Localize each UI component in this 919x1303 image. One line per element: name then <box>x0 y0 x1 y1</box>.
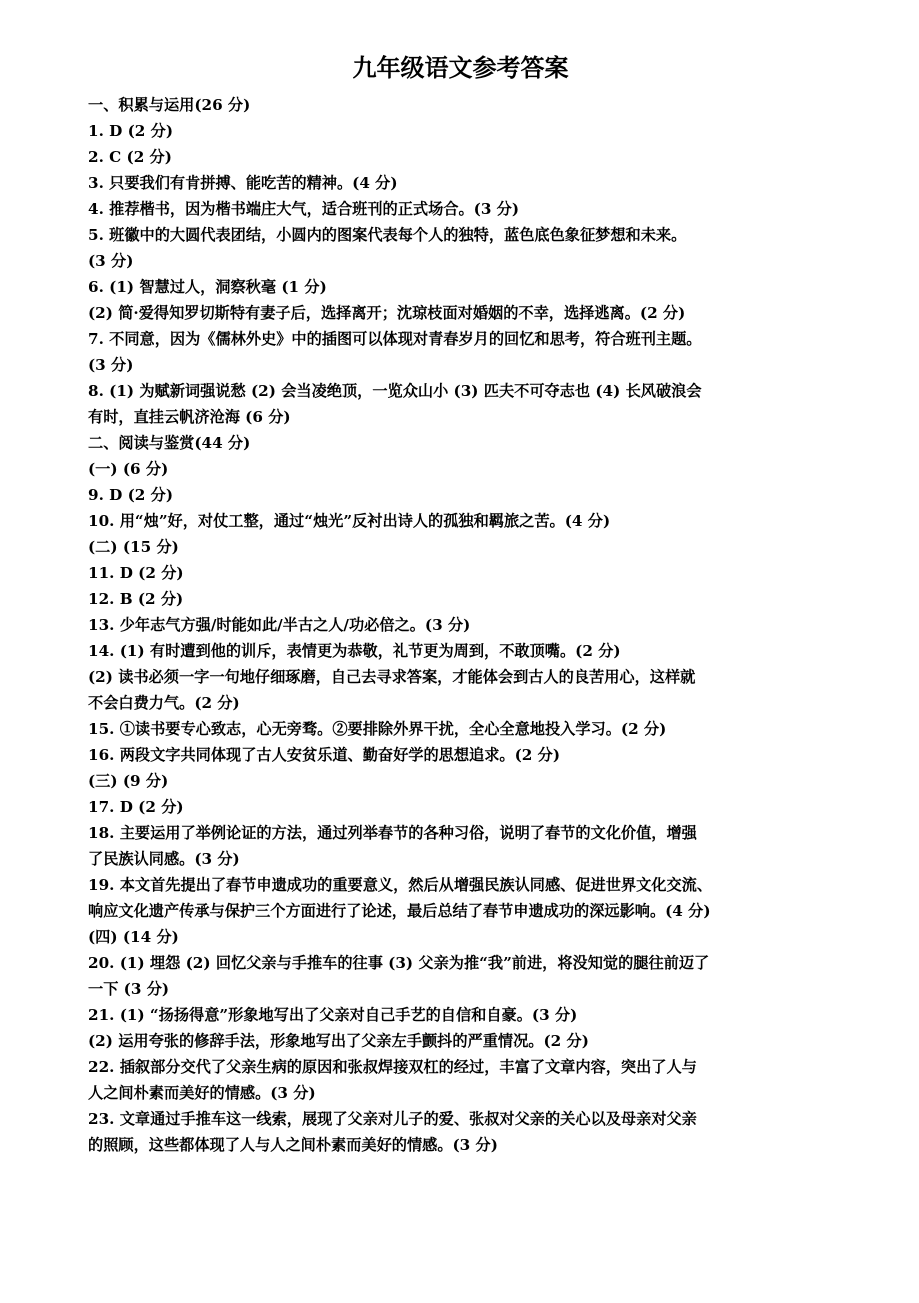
answer-line: 8. (1) 为赋新词强说愁 (2) 会当凌绝顶，一览众山小 (3) 匹夫不可夺志也 (4) 长风破浪会 <box>88 382 702 400</box>
answer-line: 一、积累与运用(26 分) <box>88 96 251 114</box>
answer-line: (2) 运用夸张的修辞手法，形象地写出了父亲左手颤抖的严重情况。(2 分) <box>88 1032 589 1050</box>
answer-line: 二、阅读与鉴赏(44 分) <box>88 434 251 452</box>
answer-lines <box>88 92 788 1158</box>
answer-line: 1. D (2 分) <box>88 122 174 140</box>
answer-line: (一) (6 分) <box>88 460 169 478</box>
answer-line: (3 分) <box>88 356 134 374</box>
answer-line: 19. 本文首先提出了春节申遗成功的重要意义，然后从增强民族认同感、促进世界文化交流、 <box>88 876 713 894</box>
answer-line: 22. 插叙部分交代了父亲生病的原因和张叔焊接双杠的经过，丰富了文章内容，突出了人与 <box>88 1058 697 1076</box>
answer-line: 5. 班徽中的大圆代表团结，小圆内的图案代表每个人的独特，蓝色底色象征梦想和未来。 <box>88 226 687 244</box>
answer-line: 15. ①读书要专心致志，心无旁骛。②要排除外界干扰，全心全意地投入学习。(2 分) <box>88 720 667 738</box>
answer-line: 20. (1) 埋怨 (2) 回忆父亲与手推车的往事 (3) 父亲为推“我”前进，将没知觉的腿往前迈了 <box>88 954 710 972</box>
answer-line: 了民族认同感。(3 分) <box>88 850 240 868</box>
answer-line: 9. D (2 分) <box>88 486 174 504</box>
answer-line: 人之间朴素而美好的情感。(3 分) <box>88 1084 316 1102</box>
answer-line: 的照顾，这些都体现了人与人之间朴素而美好的情感。(3 分) <box>88 1136 498 1154</box>
answer-line: 响应文化遗产传承与保护三个方面进行了论述，最后总结了春节申遗成功的深远影响。(4 分) <box>88 902 711 920</box>
answer-line: (2) 简·爱得知罗切斯特有妻子后，选择离开；沈琼枝面对婚姻的不幸，选择逃离。(2 分) <box>88 304 686 322</box>
answer-line: 23. 文章通过手推车这一线索，展现了父亲对儿子的爱、张叔对父亲的关心以及母亲对父亲 <box>88 1110 697 1128</box>
answer-line: 一下 (3 分) <box>88 980 170 998</box>
answer-line: 6. (1) 智慧过人，洞察秋毫 (1 分) <box>88 278 327 296</box>
answer-line: (四) (14 分) <box>88 928 179 946</box>
page-title: 九年级语文参考答案 <box>352 53 569 82</box>
answer-line: 4. 推荐楷书，因为楷书端庄大气，适合班刊的正式场合。(3 分) <box>88 200 520 218</box>
answer-line: 16. 两段文字共同体现了古人安贫乐道、勤奋好学的思想追求。(2 分) <box>88 746 560 764</box>
answer-line: 7. 不同意，因为《儒林外史》中的插图可以体现对青春岁月的回忆和思考，符合班刊主题。 <box>88 330 702 348</box>
answer-line: (三) (9 分) <box>88 772 169 790</box>
answer-line: 3. 只要我们有肯拼搏、能吃苦的精神。(4 分) <box>88 174 398 192</box>
answer-line: 17. D (2 分) <box>88 798 184 816</box>
answer-line: 11. D (2 分) <box>88 564 184 582</box>
answer-line: (3 分) <box>88 252 134 270</box>
answer-line: 21. (1) “扬扬得意”形象地写出了父亲对自己手艺的自信和自豪。(3 分) <box>88 1006 578 1024</box>
answer-line: (二) (15 分) <box>88 538 179 556</box>
answer-line: 10. 用“烛”好，对仗工整，通过“烛光”反衬出诗人的孤独和羁旅之苦。(4 分) <box>88 512 611 530</box>
answer-line: 13. 少年志气方强/时能如此/半古之人/功必倍之。(3 分) <box>88 616 471 634</box>
answer-line: 14. (1) 有时遭到他的训斥，表情更为恭敬，礼节更为周到，不敢顶嘴。(2 分) <box>88 642 621 660</box>
answer-line: (2) 读书必须一字一句地仔细琢磨，自己去寻求答案，才能体会到古人的良苦用心，这样就 <box>88 668 696 686</box>
answer-line: 有时，直挂云帆济沧海 (6 分) <box>88 408 291 426</box>
answer-line: 2. C (2 分) <box>88 148 172 166</box>
answer-line: 不会白费力气。(2 分) <box>88 694 240 712</box>
answer-line: 18. 主要运用了举例论证的方法，通过列举春节的各种习俗，说明了春节的文化价值，增强 <box>88 824 697 842</box>
answer-line: 12. B (2 分) <box>88 590 184 608</box>
